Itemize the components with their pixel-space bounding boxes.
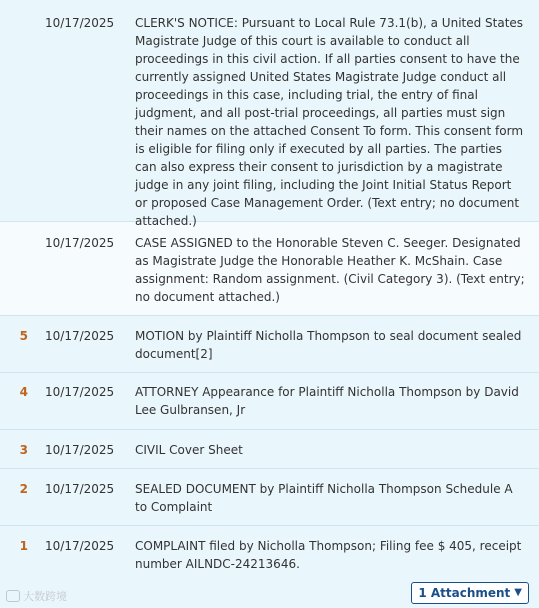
attachment-dropdown-button[interactable]: [411, 582, 529, 604]
watermark-logo-icon: [6, 590, 20, 602]
entry-date: 10/17/2025: [45, 443, 115, 457]
entry-text: CLERK'S NOTICE: Pursuant to Local Rule 73.1(b), a United States Magistrate Judge of this court is available to conduct all proceedings in this civil action. If all parties consent to have the currently assigned United States Magistrate Judge conduct all proceedings in this case, including trial, the entry of final judgment, and all post-trial proceedings, all parties must sign their names on the attached Consent To form. This consent form is eligible for filing only if executed by all parties. The parties can also express their consent to jurisdiction by a magistrate judge in any joint filing, including the Joint Initial Status Report or proposed Case Management Order. (Text entry; no document attached.): [135, 16, 524, 228]
chevron-down-icon: ▼: [514, 587, 522, 598]
watermark: [6, 588, 67, 604]
docket-entry: [0, 0, 539, 228]
entry-date: 10/17/2025: [45, 385, 115, 399]
entry-date: 10/17/2025: [45, 539, 115, 553]
docket-entry: [0, 430, 539, 469]
entry-text: CIVIL Cover Sheet: [135, 443, 243, 457]
entry-date: 10/17/2025: [45, 482, 115, 496]
entry-text: COMPLAINT filed by Nicholla Thompson; Filing fee $ 405, receipt number AILNDC-24213646.: [135, 539, 522, 571]
entry-date: 10/17/2025: [45, 236, 115, 250]
entry-date: 10/17/2025: [45, 329, 115, 343]
entry-text: CASE ASSIGNED to the Honorable Steven C. Seeger. Designated as Magistrate Judge the Honorable Heather K. McShain. Case assignment: Random assignment. (Civil Category 3). (Text entry; no document attached.): [135, 236, 525, 304]
docket-entry: [0, 222, 539, 316]
entry-number[interactable]: 1: [19, 539, 28, 553]
entry-number[interactable]: 4: [19, 385, 28, 399]
entry-number[interactable]: 3: [19, 443, 28, 457]
watermark-text: 大数跨境: [23, 590, 67, 603]
docket-entry: [0, 316, 539, 373]
docket-entry: [0, 469, 539, 526]
entry-text: MOTION by Plaintiff Nicholla Thompson to seal document sealed document[2]: [135, 329, 522, 361]
entry-text: ATTORNEY Appearance for Plaintiff Nicholla Thompson by David Lee Gulbransen, Jr: [135, 385, 519, 417]
attachment-button-label: 1 Attachment: [418, 586, 511, 600]
entry-number[interactable]: 2: [19, 482, 28, 496]
entry-text: SEALED DOCUMENT by Plaintiff Nicholla Thompson Schedule A to Complaint: [135, 482, 513, 514]
entry-number[interactable]: 5: [19, 329, 28, 343]
docket-entry: [0, 373, 539, 430]
entry-date: 10/17/2025: [45, 16, 115, 30]
